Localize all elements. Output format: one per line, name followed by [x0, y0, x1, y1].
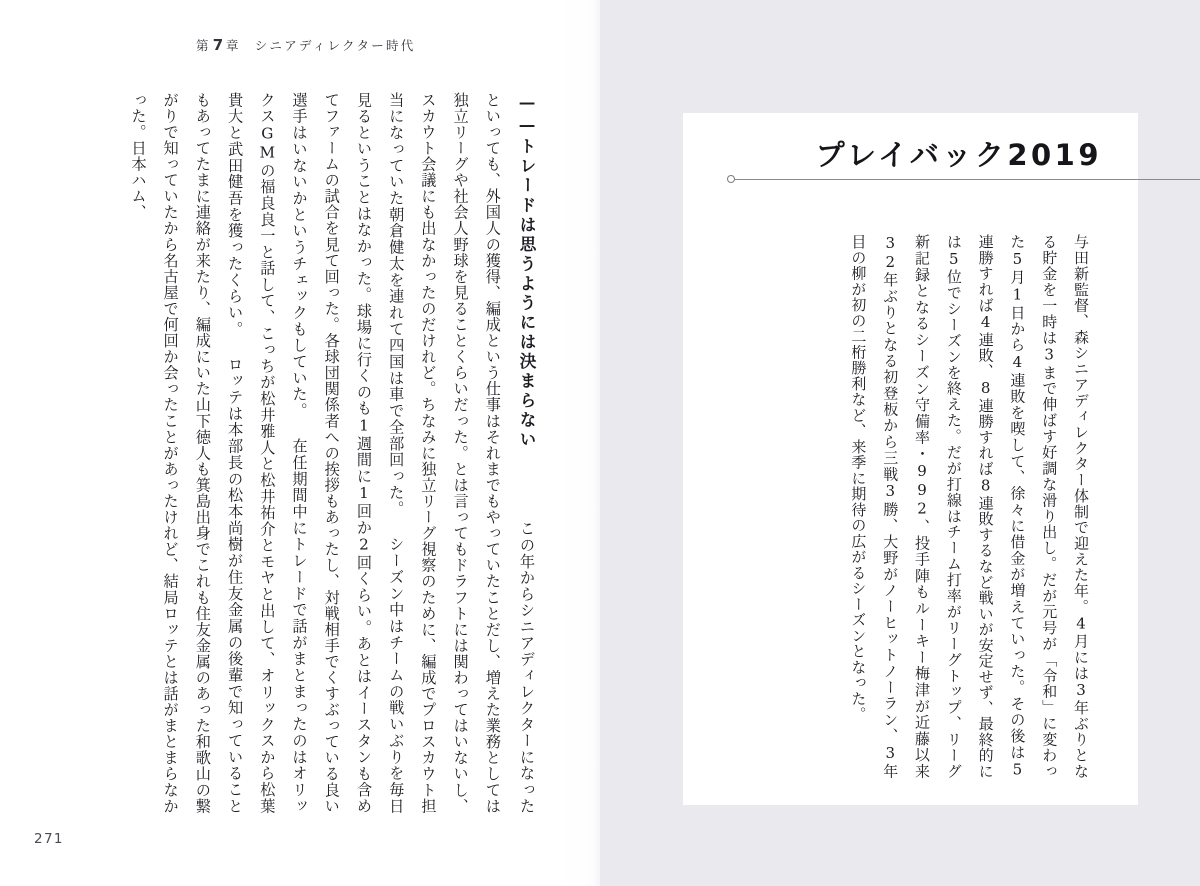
circle-marker-icon: [727, 175, 735, 183]
left-page-vertical-text: [122, 92, 544, 814]
title-rule-line: [734, 179, 1200, 180]
running-head-chapter-number: 7: [212, 36, 224, 54]
right-page: [600, 0, 1200, 886]
running-head-title: シニアディレクター時代: [254, 38, 416, 53]
running-head-suffix: 章: [225, 38, 241, 53]
left-page-body: この年からシニアディレクターになったといっても、外国人の獲得、編成という仕事はそれまでもやっていたことだし、増えた業務としては独立リーグや社会人野球を見ることくらいだった。とは言ってもドラフトには関わってはいないし、スカウト会議にも出なかったのだけれど。ちなみに独立リーグ視察のために、編成でプロスカウト担当になっていた朝倉健太を連れて四国は車で全部回った。 シーズン中はチームの戦いぶりを毎日見るということはなかった。球場に行くのも1週間に1回か2回くらい。あとはイースタンも含めてファームの試合を見て回った。各球団関係者への挨拶もあったし、対戦相手でくすぶっている良い選手はいないかというチェックもしていた。 在任期間中にトレードで話がまとまったのはオリックスGMの福良良一と話して、こっちが松井雅人と松井祐介とモヤと出して、オリックスから松葉貴大と武田健吾を獲ったくらい。 ロッテは本部長の松本尚樹が住友金属の後輩で知っていることもあってたまに連絡が来たり、編成にいた山下徳人も箕島出身でこれも住友金属のあった和歌山の繋がりで知っていたから名古屋で何回か会ったことがあったけれど、結局ロッテとは話がまとまらなかった。日本ハム、: [129, 92, 536, 814]
right-page-panel: [683, 113, 1138, 805]
heading-body-gap: [518, 469, 536, 502]
right-page-title: プレイバック2019: [815, 138, 1102, 172]
right-page-vertical-text: 与田新監督、森シニアディレクター体制で迎えた年。4月には3年ぶりとなる貯金を一時は3まで伸ばす好調な滑り出し。だが元号が「令和」に変わった5月1日から4連敗を喫して、徐々に借金が増えていった。その後は5連勝すれば4連敗、8連勝すれば8連敗するなど戦いが安定せず、最終的には5位でシーズンを終えた。だが打線はチーム打率がリーグトップ、リーグ新記録となるシーズン守備率・992、投手陣もルーキー梅津が近藤以来32年ぶりとなる初登板から三戦3勝、大野がノーヒットノーラン、3年目の柳が初の二桁勝利など、来季に期待の広がるシーズンとなった。: [849, 234, 1090, 779]
page-number: 271: [34, 831, 64, 847]
running-head: [196, 36, 415, 54]
running-head-prefix: 第: [196, 38, 211, 53]
title-rule: [727, 179, 1200, 181]
section-heading: ——トレードは思うようには決まらない: [517, 92, 537, 450]
